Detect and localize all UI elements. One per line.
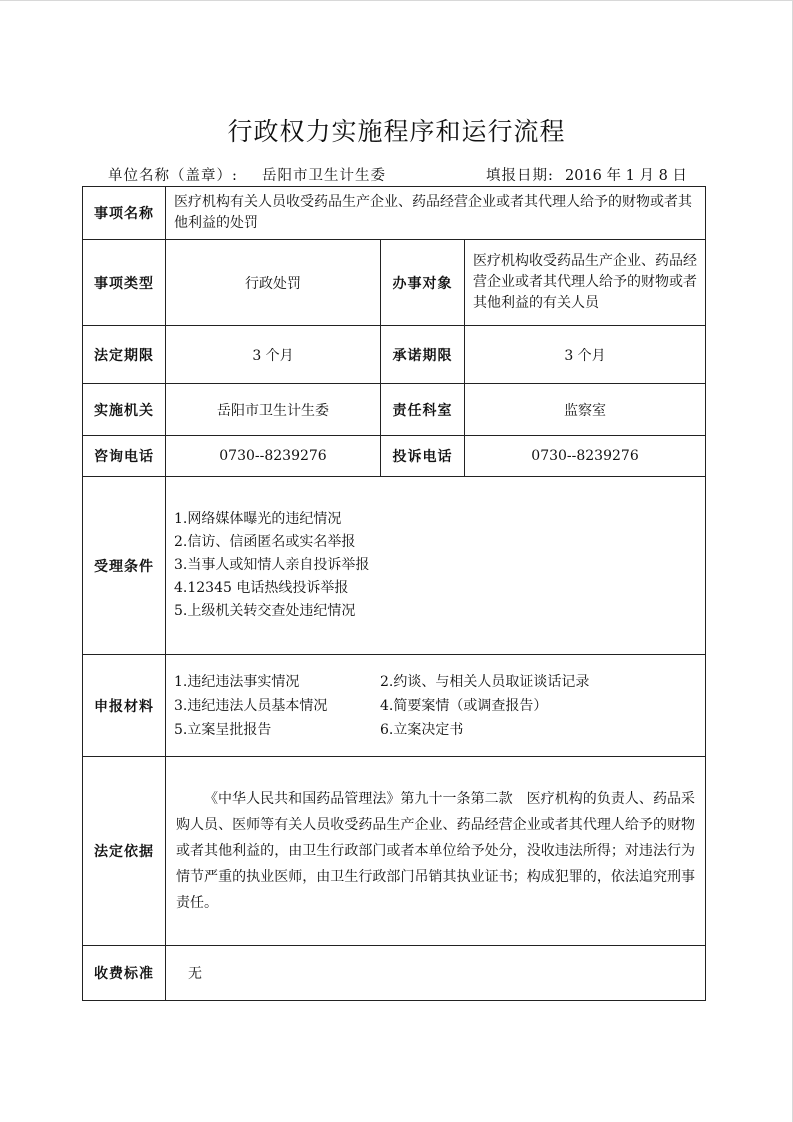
condition-item: 3.当事人或知情人亲自投诉举报 <box>174 557 370 573</box>
material-item: 1.违纪违法事实情况 <box>174 673 300 690</box>
consult-phone-value: 0730--8239276 <box>166 436 381 477</box>
dept-value: 监察室 <box>465 384 706 436</box>
material-item: 5.立案呈批报告 <box>174 721 272 738</box>
item-type-value: 行政处罚 <box>166 240 381 326</box>
condition-item: 1.网络媒体曝光的违纪情况 <box>174 511 342 527</box>
basis-text: 《中华人民共和国药品管理法》第九十一条第二款 医疗机构的负责人、药品采购人员、医师等有关人员收受药品生产企业、药品经营企业或者其代理人给予的财物或者其他利益的，由卫生行政部门或者本单位给予处分，没收违法所得；对违法行为情节严重的执业医师，由卫生行政部门吊销其执业证书；构成犯罪的，依法追究刑事责任。 <box>176 791 696 911</box>
promise-deadline-value: 3 个月 <box>465 326 706 384</box>
row-item-type <box>83 240 706 326</box>
agency-label: 实施机关 <box>83 384 166 436</box>
legal-deadline-value: 3 个月 <box>166 326 381 384</box>
row-phone <box>83 436 706 477</box>
conditions-label: 受理条件 <box>83 477 166 655</box>
fee-label: 收费标准 <box>83 946 166 1001</box>
fill-date-value: 2016 年 1 月 8 日 <box>565 168 687 184</box>
fee-value: 无 <box>166 946 706 1001</box>
target-value: 医疗机构收受药品生产企业、药品经营企业或者其代理人给予的财物或者其他利益的有关人员 <box>465 240 706 326</box>
fill-date-label: 填报日期: <box>486 168 554 184</box>
process-table <box>82 186 706 1001</box>
material-item: 6.立案决定书 <box>380 721 464 738</box>
dept-label: 责任科室 <box>381 384 465 436</box>
complaint-phone-value: 0730--8239276 <box>465 436 706 477</box>
complaint-phone-label: 投诉电话 <box>381 436 465 477</box>
row-materials <box>83 655 706 757</box>
condition-item: 5.上级机关转交查处违纪情况 <box>174 603 356 619</box>
target-label: 办事对象 <box>381 240 465 326</box>
row-conditions <box>83 477 706 655</box>
row-deadline <box>83 326 706 384</box>
row-item-name <box>83 187 706 240</box>
unit-name-value: 岳阳市卫生计生委 <box>262 168 386 184</box>
legal-deadline-label: 法定期限 <box>83 326 166 384</box>
condition-item: 2.信访、信函匿名或实名举报 <box>174 534 356 550</box>
document-title: 行政权力实施程序和运行流程 <box>227 117 566 146</box>
unit-name-label: 单位名称（盖章）: <box>108 168 238 184</box>
material-item: 2.约谈、与相关人员取证谈话记录 <box>380 673 590 690</box>
promise-deadline-label: 承诺期限 <box>381 326 465 384</box>
conditions-list <box>166 477 706 655</box>
item-name-value: 医疗机构有关人员收受药品生产企业、药品经营企业或者其代理人给予的财物或者其他利益的处罚 <box>166 187 706 240</box>
materials-list <box>166 655 706 757</box>
row-fee <box>83 946 706 1001</box>
basis-label: 法定依据 <box>83 757 166 946</box>
condition-item: 4.12345 电话热线投诉举报 <box>174 580 349 596</box>
item-name-label: 事项名称 <box>83 187 166 240</box>
meta-row <box>0 160 793 186</box>
basis-value <box>166 757 706 946</box>
item-type-label: 事项类型 <box>83 240 166 326</box>
material-item: 4.简要案情（或调查报告） <box>380 697 548 714</box>
row-basis <box>83 757 706 946</box>
agency-value: 岳阳市卫生计生委 <box>166 384 381 436</box>
consult-phone-label: 咨询电话 <box>83 436 166 477</box>
material-item: 3.违纪违法人员基本情况 <box>174 697 328 714</box>
materials-label: 申报材料 <box>83 655 166 757</box>
page-edge-top <box>0 0 793 1</box>
row-agency <box>83 384 706 436</box>
